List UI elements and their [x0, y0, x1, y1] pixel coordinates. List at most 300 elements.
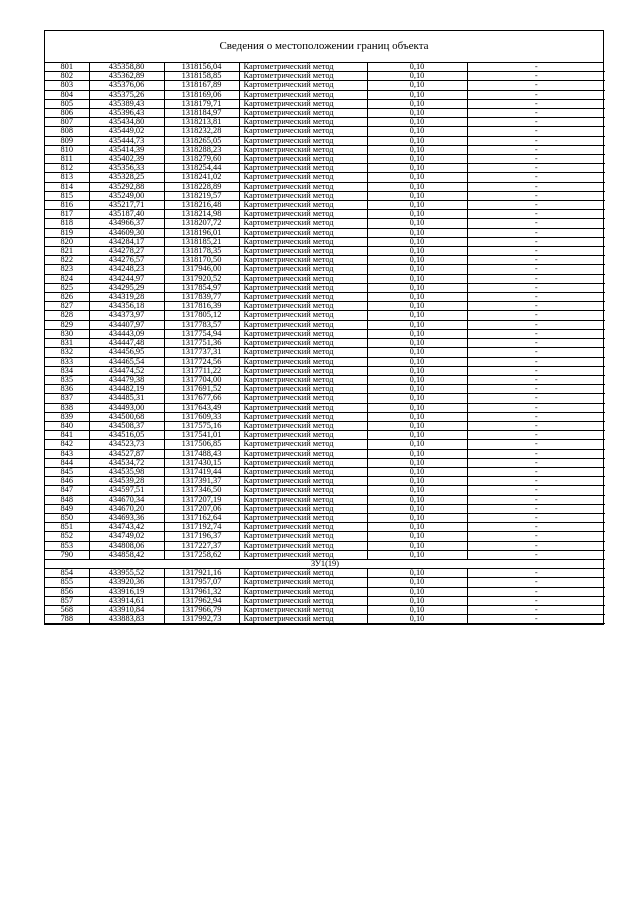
point-number-cell: 842 [45, 440, 89, 449]
point-number-cell: 805 [45, 99, 89, 108]
method-cell: Картометрический метод [239, 127, 367, 136]
method-cell: Картометрический метод [239, 265, 367, 274]
point-number-cell: 803 [45, 81, 89, 90]
table-row [45, 615, 605, 624]
description-cell: - [467, 403, 605, 412]
page-title: Сведения о местоположении границ объекта [45, 31, 603, 63]
table-row [45, 256, 605, 265]
point-number-cell: 825 [45, 283, 89, 292]
method-cell: Картометрический метод [239, 201, 367, 210]
y-coordinate-cell: 1317992,73 [164, 615, 239, 624]
description-cell: - [467, 541, 605, 550]
description-cell: - [467, 587, 605, 596]
accuracy-cell: 0,10 [367, 348, 467, 357]
x-coordinate-cell: 434500,68 [89, 412, 164, 421]
y-coordinate-cell: 1318254,44 [164, 164, 239, 173]
x-coordinate-cell: 435375,26 [89, 90, 164, 99]
y-coordinate-cell: 1317506,85 [164, 440, 239, 449]
point-number-cell: 853 [45, 541, 89, 550]
table-row [45, 587, 605, 596]
x-coordinate-cell: 434244,97 [89, 274, 164, 283]
description-cell: - [467, 550, 605, 559]
point-number-cell: 849 [45, 504, 89, 513]
y-coordinate-cell: 1318167,89 [164, 81, 239, 90]
table-row [45, 90, 605, 99]
x-coordinate-cell: 435292,88 [89, 182, 164, 191]
table-row [45, 72, 605, 81]
point-number-cell: 838 [45, 403, 89, 412]
x-coordinate-cell: 433883,83 [89, 615, 164, 624]
x-coordinate-cell: 434966,37 [89, 219, 164, 228]
x-coordinate-cell: 434482,19 [89, 385, 164, 394]
point-number-cell: 816 [45, 201, 89, 210]
x-coordinate-cell: 435356,33 [89, 164, 164, 173]
x-coordinate-cell: 434693,36 [89, 513, 164, 522]
y-coordinate-cell: 1318232,28 [164, 127, 239, 136]
table-row [45, 403, 605, 412]
method-cell: Картометрический метод [239, 283, 367, 292]
point-number-cell: 788 [45, 615, 89, 624]
description-cell: - [467, 329, 605, 338]
method-cell: Картометрический метод [239, 578, 367, 587]
description-cell: - [467, 247, 605, 256]
y-coordinate-cell: 1317207,06 [164, 504, 239, 513]
table-row [45, 412, 605, 421]
description-cell: - [467, 339, 605, 348]
description-cell: - [467, 228, 605, 237]
accuracy-cell: 0,10 [367, 513, 467, 522]
method-cell: Картометрический метод [239, 431, 367, 440]
x-coordinate-cell: 434407,97 [89, 320, 164, 329]
table-row [45, 596, 605, 605]
description-cell: - [467, 219, 605, 228]
method-cell: Картометрический метод [239, 256, 367, 265]
boundary-sheet [44, 30, 604, 625]
table-row [45, 421, 605, 430]
x-coordinate-cell: 435402,39 [89, 155, 164, 164]
x-coordinate-cell: 434493,00 [89, 403, 164, 412]
point-number-cell: 857 [45, 596, 89, 605]
point-number-cell: 843 [45, 449, 89, 458]
point-number-cell: 826 [45, 293, 89, 302]
table-row [45, 477, 605, 486]
method-cell: Картометрический метод [239, 274, 367, 283]
accuracy-cell: 0,10 [367, 596, 467, 605]
table-row [45, 219, 605, 228]
method-cell: Картометрический метод [239, 385, 367, 394]
x-coordinate-cell: 434465,54 [89, 357, 164, 366]
accuracy-cell: 0,10 [367, 486, 467, 495]
y-coordinate-cell: 1317704,00 [164, 375, 239, 384]
table-row [45, 541, 605, 550]
x-coordinate-cell: 434609,30 [89, 228, 164, 237]
accuracy-cell: 0,10 [367, 495, 467, 504]
x-coordinate-cell: 434535,98 [89, 467, 164, 476]
description-cell: - [467, 523, 605, 532]
x-coordinate-cell: 434858,42 [89, 550, 164, 559]
accuracy-cell: 0,10 [367, 164, 467, 173]
description-cell: - [467, 210, 605, 219]
description-cell: - [467, 311, 605, 320]
table-row [45, 550, 605, 559]
description-cell: - [467, 477, 605, 486]
y-coordinate-cell: 1318156,04 [164, 63, 239, 72]
y-coordinate-cell: 1318184,97 [164, 109, 239, 118]
point-number-cell: 844 [45, 458, 89, 467]
accuracy-cell: 0,10 [367, 440, 467, 449]
method-cell: Картометрический метод [239, 550, 367, 559]
method-cell: Картометрический метод [239, 458, 367, 467]
method-cell: Картометрический метод [239, 596, 367, 605]
y-coordinate-cell: 1317816,39 [164, 302, 239, 311]
description-cell: - [467, 90, 605, 99]
point-number-cell: 822 [45, 256, 89, 265]
table-row [45, 265, 605, 274]
x-coordinate-cell: 435358,80 [89, 63, 164, 72]
method-cell: Картометрический метод [239, 182, 367, 191]
y-coordinate-cell: 1317192,74 [164, 523, 239, 532]
point-number-cell: 808 [45, 127, 89, 136]
accuracy-cell: 0,10 [367, 605, 467, 614]
y-coordinate-cell: 1318213,81 [164, 118, 239, 127]
y-coordinate-cell: 1318169,06 [164, 90, 239, 99]
y-coordinate-cell: 1318219,57 [164, 191, 239, 200]
y-coordinate-cell: 1317207,19 [164, 495, 239, 504]
accuracy-cell: 0,10 [367, 201, 467, 210]
method-cell: Картометрический метод [239, 541, 367, 550]
x-coordinate-cell: 434319,28 [89, 293, 164, 302]
x-coordinate-cell: 435434,80 [89, 118, 164, 127]
method-cell: Картометрический метод [239, 247, 367, 256]
description-cell: - [467, 495, 605, 504]
method-cell: Картометрический метод [239, 366, 367, 375]
description-cell: - [467, 109, 605, 118]
accuracy-cell: 0,10 [367, 615, 467, 624]
description-cell: - [467, 72, 605, 81]
x-coordinate-cell: 435376,06 [89, 81, 164, 90]
x-coordinate-cell: 435449,02 [89, 127, 164, 136]
method-cell: Картометрический метод [239, 348, 367, 357]
y-coordinate-cell: 1317966,79 [164, 605, 239, 614]
x-coordinate-cell: 434597,51 [89, 486, 164, 495]
table-row [45, 182, 605, 191]
point-number-cell: 846 [45, 477, 89, 486]
point-number-cell: 847 [45, 486, 89, 495]
table-row [45, 532, 605, 541]
description-cell: - [467, 348, 605, 357]
point-number-cell: 806 [45, 109, 89, 118]
y-coordinate-cell: 1318179,71 [164, 99, 239, 108]
description-cell: - [467, 99, 605, 108]
x-coordinate-cell: 435396,43 [89, 109, 164, 118]
y-coordinate-cell: 1318214,98 [164, 210, 239, 219]
point-number-cell: 829 [45, 320, 89, 329]
accuracy-cell: 0,10 [367, 265, 467, 274]
x-coordinate-cell: 434670,20 [89, 504, 164, 513]
accuracy-cell: 0,10 [367, 431, 467, 440]
table-row [45, 366, 605, 375]
x-coordinate-cell: 435362,89 [89, 72, 164, 81]
x-coordinate-cell: 434508,37 [89, 421, 164, 430]
y-coordinate-cell: 1318265,05 [164, 136, 239, 145]
table-row [45, 339, 605, 348]
y-coordinate-cell: 1317961,32 [164, 587, 239, 596]
description-cell: - [467, 155, 605, 164]
y-coordinate-cell: 1317677,66 [164, 394, 239, 403]
y-coordinate-cell: 1318207,72 [164, 219, 239, 228]
accuracy-cell: 0,10 [367, 449, 467, 458]
method-cell: Картометрический метод [239, 486, 367, 495]
table-row [45, 63, 605, 72]
point-number-cell: 790 [45, 550, 89, 559]
x-coordinate-cell: 435444,73 [89, 136, 164, 145]
y-coordinate-cell: 1317691,52 [164, 385, 239, 394]
y-coordinate-cell: 1317346,50 [164, 486, 239, 495]
accuracy-cell: 0,10 [367, 136, 467, 145]
table-row [45, 513, 605, 522]
table-row [45, 467, 605, 476]
accuracy-cell: 0,10 [367, 578, 467, 587]
y-coordinate-cell: 1318216,48 [164, 201, 239, 210]
y-coordinate-cell: 1317921,16 [164, 569, 239, 578]
accuracy-cell: 0,10 [367, 283, 467, 292]
description-cell: - [467, 596, 605, 605]
accuracy-cell: 0,10 [367, 366, 467, 375]
section-label: ЗУ1(19) [45, 559, 605, 568]
point-number-cell: 824 [45, 274, 89, 283]
description-cell: - [467, 605, 605, 614]
description-cell: - [467, 615, 605, 624]
y-coordinate-cell: 1317805,12 [164, 311, 239, 320]
description-cell: - [467, 164, 605, 173]
accuracy-cell: 0,10 [367, 467, 467, 476]
y-coordinate-cell: 1317227,37 [164, 541, 239, 550]
y-coordinate-cell: 1318279,60 [164, 155, 239, 164]
y-coordinate-cell: 1318228,89 [164, 182, 239, 191]
description-cell: - [467, 302, 605, 311]
point-number-cell: 814 [45, 182, 89, 191]
x-coordinate-cell: 435414,39 [89, 145, 164, 154]
method-cell: Картометрический метод [239, 569, 367, 578]
table-row [45, 237, 605, 246]
description-cell: - [467, 440, 605, 449]
description-cell: - [467, 375, 605, 384]
accuracy-cell: 0,10 [367, 90, 467, 99]
method-cell: Картометрический метод [239, 99, 367, 108]
x-coordinate-cell: 433916,19 [89, 587, 164, 596]
table-row [45, 164, 605, 173]
method-cell: Картометрический метод [239, 311, 367, 320]
y-coordinate-cell: 1317754,94 [164, 329, 239, 338]
point-number-cell: 834 [45, 366, 89, 375]
point-number-cell: 802 [45, 72, 89, 81]
point-number-cell: 837 [45, 394, 89, 403]
method-cell: Картометрический метод [239, 403, 367, 412]
description-cell: - [467, 412, 605, 421]
accuracy-cell: 0,10 [367, 256, 467, 265]
point-number-cell: 830 [45, 329, 89, 338]
x-coordinate-cell: 434456,95 [89, 348, 164, 357]
x-coordinate-cell: 435217,71 [89, 201, 164, 210]
method-cell: Картометрический метод [239, 90, 367, 99]
point-number-cell: 827 [45, 302, 89, 311]
point-number-cell: 840 [45, 421, 89, 430]
method-cell: Картометрический метод [239, 320, 367, 329]
accuracy-cell: 0,10 [367, 293, 467, 302]
table-row [45, 155, 605, 164]
y-coordinate-cell: 1317488,43 [164, 449, 239, 458]
method-cell: Картометрический метод [239, 164, 367, 173]
table-row [45, 486, 605, 495]
x-coordinate-cell: 433910,84 [89, 605, 164, 614]
table-row [45, 283, 605, 292]
description-cell: - [467, 136, 605, 145]
table-row [45, 375, 605, 384]
accuracy-cell: 0,10 [367, 127, 467, 136]
accuracy-cell: 0,10 [367, 311, 467, 320]
method-cell: Картометрический метод [239, 72, 367, 81]
accuracy-cell: 0,10 [367, 274, 467, 283]
description-cell: - [467, 283, 605, 292]
coordinates-table [45, 63, 605, 624]
method-cell: Картометрический метод [239, 412, 367, 421]
point-number-cell: 812 [45, 164, 89, 173]
description-cell: - [467, 274, 605, 283]
accuracy-cell: 0,10 [367, 145, 467, 154]
description-cell: - [467, 458, 605, 467]
method-cell: Картометрический метод [239, 329, 367, 338]
description-cell: - [467, 513, 605, 522]
table-row [45, 136, 605, 145]
description-cell: - [467, 467, 605, 476]
x-coordinate-cell: 434527,87 [89, 449, 164, 458]
accuracy-cell: 0,10 [367, 210, 467, 219]
description-cell: - [467, 578, 605, 587]
point-number-cell: 855 [45, 578, 89, 587]
section-row [45, 559, 605, 568]
description-cell: - [467, 320, 605, 329]
table-row [45, 201, 605, 210]
y-coordinate-cell: 1317541,01 [164, 431, 239, 440]
accuracy-cell: 0,10 [367, 155, 467, 164]
method-cell: Картометрический метод [239, 615, 367, 624]
method-cell: Картометрический метод [239, 155, 367, 164]
table-row [45, 504, 605, 513]
y-coordinate-cell: 1317946,00 [164, 265, 239, 274]
point-number-cell: 835 [45, 375, 89, 384]
x-coordinate-cell: 434276,57 [89, 256, 164, 265]
description-cell: - [467, 182, 605, 191]
description-cell: - [467, 532, 605, 541]
accuracy-cell: 0,10 [367, 302, 467, 311]
method-cell: Картометрический метод [239, 495, 367, 504]
accuracy-cell: 0,10 [367, 237, 467, 246]
accuracy-cell: 0,10 [367, 329, 467, 338]
y-coordinate-cell: 1317737,31 [164, 348, 239, 357]
point-number-cell: 848 [45, 495, 89, 504]
point-number-cell: 828 [45, 311, 89, 320]
table-row [45, 449, 605, 458]
x-coordinate-cell: 433920,36 [89, 578, 164, 587]
x-coordinate-cell: 434295,29 [89, 283, 164, 292]
table-row [45, 109, 605, 118]
point-number-cell: 854 [45, 569, 89, 578]
method-cell: Картометрический метод [239, 81, 367, 90]
accuracy-cell: 0,10 [367, 191, 467, 200]
x-coordinate-cell: 435249,00 [89, 191, 164, 200]
accuracy-cell: 0,10 [367, 219, 467, 228]
x-coordinate-cell: 434523,73 [89, 440, 164, 449]
y-coordinate-cell: 1317196,37 [164, 532, 239, 541]
accuracy-cell: 0,10 [367, 458, 467, 467]
x-coordinate-cell: 433955,52 [89, 569, 164, 578]
table-row [45, 357, 605, 366]
description-cell: - [467, 486, 605, 495]
method-cell: Картометрический метод [239, 523, 367, 532]
x-coordinate-cell: 434373,97 [89, 311, 164, 320]
table-row [45, 274, 605, 283]
description-cell: - [467, 265, 605, 274]
table-row [45, 247, 605, 256]
table-row [45, 118, 605, 127]
accuracy-cell: 0,10 [367, 173, 467, 182]
accuracy-cell: 0,10 [367, 109, 467, 118]
point-number-cell: 807 [45, 118, 89, 127]
y-coordinate-cell: 1317854,97 [164, 283, 239, 292]
method-cell: Картометрический метод [239, 440, 367, 449]
method-cell: Картометрический метод [239, 532, 367, 541]
y-coordinate-cell: 1318196,01 [164, 228, 239, 237]
description-cell: - [467, 201, 605, 210]
table-row [45, 495, 605, 504]
table-row [45, 228, 605, 237]
method-cell: Картометрический метод [239, 109, 367, 118]
table-row [45, 440, 605, 449]
method-cell: Картометрический метод [239, 63, 367, 72]
description-cell: - [467, 145, 605, 154]
description-cell: - [467, 421, 605, 430]
point-number-cell: 809 [45, 136, 89, 145]
accuracy-cell: 0,10 [367, 541, 467, 550]
x-coordinate-cell: 434443,09 [89, 329, 164, 338]
accuracy-cell: 0,10 [367, 375, 467, 384]
description-cell: - [467, 63, 605, 72]
table-row [45, 385, 605, 394]
description-cell: - [467, 394, 605, 403]
y-coordinate-cell: 1317711,22 [164, 366, 239, 375]
y-coordinate-cell: 1317258,62 [164, 550, 239, 559]
method-cell: Картометрический метод [239, 237, 367, 246]
description-cell: - [467, 237, 605, 246]
table-row [45, 523, 605, 532]
table-row [45, 145, 605, 154]
point-number-cell: 832 [45, 348, 89, 357]
point-number-cell: 841 [45, 431, 89, 440]
table-row [45, 605, 605, 614]
description-cell: - [467, 256, 605, 265]
accuracy-cell: 0,10 [367, 357, 467, 366]
point-number-cell: 810 [45, 145, 89, 154]
description-cell: - [467, 127, 605, 136]
description-cell: - [467, 385, 605, 394]
method-cell: Картометрический метод [239, 467, 367, 476]
y-coordinate-cell: 1317783,57 [164, 320, 239, 329]
point-number-cell: 804 [45, 90, 89, 99]
accuracy-cell: 0,10 [367, 569, 467, 578]
accuracy-cell: 0,10 [367, 63, 467, 72]
description-cell: - [467, 569, 605, 578]
method-cell: Картометрический метод [239, 302, 367, 311]
